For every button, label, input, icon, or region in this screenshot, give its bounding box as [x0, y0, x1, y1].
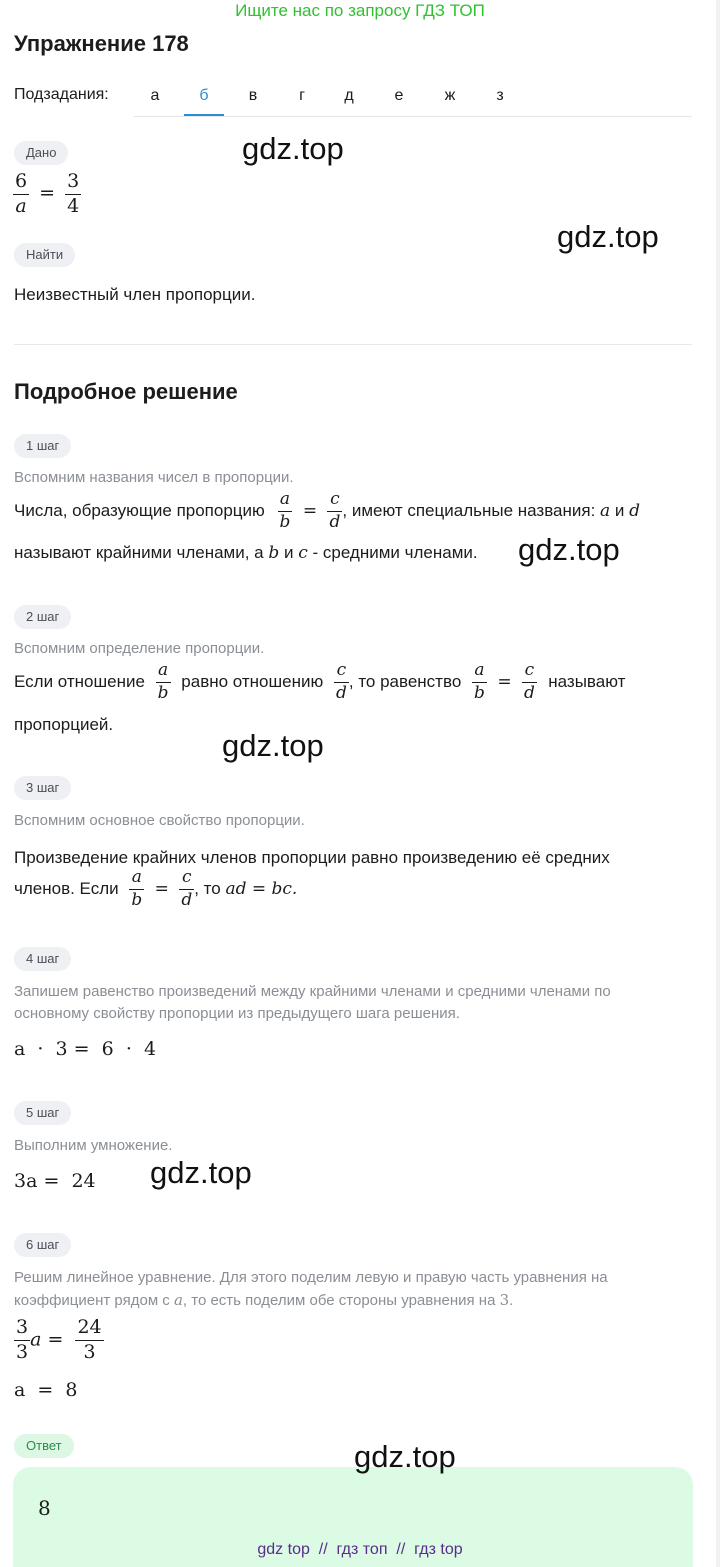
frac-den: 3: [16, 1340, 29, 1363]
step-4-equation: a · 3 = 6 · 4: [14, 1038, 157, 1060]
frac-den: 4: [67, 194, 80, 217]
scrollbar[interactable]: [716, 0, 720, 1567]
tab-v[interactable]: в: [248, 87, 258, 104]
footer-links[interactable]: gdz top // гдз топ // гдз top: [257, 1541, 463, 1558]
math-number: 3: [499, 1291, 510, 1309]
frac-num: c: [334, 662, 349, 683]
watermark: gdz.top: [242, 131, 344, 166]
tab-g[interactable]: г: [299, 87, 305, 104]
step-6-badge: 6 шаг: [14, 1233, 71, 1257]
step-4-badge: 4 шаг: [14, 947, 71, 971]
step-text: коэффициент рядом с: [14, 1292, 170, 1309]
step-2-line-1: [14, 662, 625, 703]
subtasks-label: Подзадания:: [14, 86, 109, 103]
given-equation: [13, 172, 81, 217]
tab-a[interactable]: а: [150, 87, 160, 104]
step-1-line-2: [14, 543, 478, 563]
step-4-hint-2: основному свойству пропорции из предыдущего шага решения.: [14, 1005, 460, 1022]
step-3-badge: 3 шаг: [14, 776, 71, 800]
frac-num: 3: [65, 172, 81, 195]
step-5-badge: 5 шаг: [14, 1101, 71, 1125]
watermark: gdz.top: [557, 219, 659, 254]
frac-den: b: [157, 682, 169, 703]
step-3-line-1: Произведение крайних членов пропорции равно произведению её средних: [14, 848, 610, 867]
frac-den: 3: [83, 1340, 96, 1363]
step-text: , то есть поделим обе стороны уравнения на: [182, 1292, 496, 1309]
step-6-equation-1: [14, 1318, 104, 1363]
step-1-badge: 1 шаг: [14, 434, 71, 458]
math-equation: ad = bc.: [225, 878, 298, 899]
frac-num: a: [278, 491, 293, 512]
frac-den: d: [181, 889, 193, 910]
frac-num: 24: [75, 1318, 103, 1341]
step-text: членов. Если: [14, 878, 119, 898]
page-title: Упражнение 178: [14, 31, 189, 56]
step-3-hint: Вспомним основное свойство пропорции.: [14, 812, 305, 829]
step-5-hint: Выполним умножение.: [14, 1137, 173, 1154]
frac-num: 3: [14, 1318, 30, 1341]
subtask-tabs: [134, 80, 692, 117]
tab-zh[interactable]: ж: [444, 87, 456, 104]
step-text: Числа, образующие пропорцию: [14, 500, 265, 520]
step-6-equation-2: a = 8: [14, 1379, 78, 1401]
equals-sign: =: [497, 671, 512, 692]
frac-num: 6: [13, 172, 29, 195]
step-2-hint: Вспомним определение пропорции.: [14, 640, 265, 657]
frac-num: c: [522, 662, 537, 683]
step-text: и: [614, 500, 625, 520]
step-text: и: [284, 543, 294, 562]
equals-sign: =: [154, 878, 169, 899]
step-3-line-2: [14, 869, 297, 910]
math-var: a =: [30, 1328, 64, 1351]
step-1-line-1: [14, 491, 640, 532]
math-var: b: [268, 543, 280, 563]
math-var: d: [629, 500, 641, 521]
math-var: a: [173, 1291, 183, 1309]
step-text: называют крайними членами, а: [14, 543, 264, 562]
step-6-hint-1: Решим линейное уравнение. Для этого поделим левую и правую часть уравнения на: [14, 1269, 608, 1286]
search-hint-banner: Ищите нас по запросу ГДЗ ТОП: [235, 1, 485, 20]
equals-sign: =: [302, 500, 318, 521]
given-badge: Дано: [14, 141, 68, 165]
step-text: равно отношению: [181, 671, 324, 691]
tab-d[interactable]: д: [344, 87, 354, 104]
frac-den: a: [15, 194, 27, 217]
step-text: - средними членами.: [312, 543, 478, 562]
step-6-hint-2: коэффициент рядом с a, то есть поделим обе стороны уравнения на 3.: [14, 1291, 514, 1309]
step-text: , то равенство: [348, 671, 462, 691]
frac-den: b: [131, 889, 143, 910]
equals-sign: =: [39, 182, 56, 205]
step-4-hint-1: Запишем равенство произведений между крайними членами и средними членами по: [14, 983, 611, 1000]
find-badge: Найти: [14, 243, 75, 267]
frac-num: c: [179, 869, 194, 890]
frac-num: a: [129, 869, 144, 890]
math-var: c: [298, 543, 308, 563]
frac-den: b: [474, 682, 485, 703]
step-text: называют: [548, 671, 626, 691]
watermark: gdz.top: [150, 1155, 252, 1190]
step-2-line-2: пропорцией.: [14, 715, 114, 734]
frac-den: d: [329, 511, 341, 532]
step-5-equation: 3a = 24: [14, 1170, 96, 1192]
find-text: Неизвестный член пропорции.: [14, 285, 256, 304]
answer-value: 8: [38, 1496, 51, 1520]
frac-num: a: [472, 662, 487, 683]
frac-den: d: [335, 682, 347, 703]
watermark: gdz.top: [518, 532, 620, 567]
step-2-badge: 2 шаг: [14, 605, 71, 629]
step-text: , имеют специальные названия:: [342, 500, 596, 520]
solution-title: Подробное решение: [14, 379, 238, 404]
watermark: gdz.top: [222, 728, 324, 763]
frac-den: d: [523, 682, 535, 703]
frac-num: a: [156, 662, 171, 683]
frac-den: b: [279, 511, 291, 532]
frac-num: c: [327, 491, 342, 512]
section-divider: [14, 344, 692, 345]
math-var: a: [600, 500, 611, 521]
tab-e[interactable]: е: [394, 87, 404, 104]
step-text: , то: [194, 878, 221, 898]
step-1-hint: Вспомним названия чисел в пропорции.: [14, 469, 294, 486]
tab-b[interactable]: б: [184, 80, 224, 116]
watermark: gdz.top: [354, 1439, 456, 1474]
step-text: Если отношение: [14, 671, 145, 691]
tab-z[interactable]: з: [496, 87, 504, 104]
answer-badge: Ответ: [14, 1434, 74, 1458]
